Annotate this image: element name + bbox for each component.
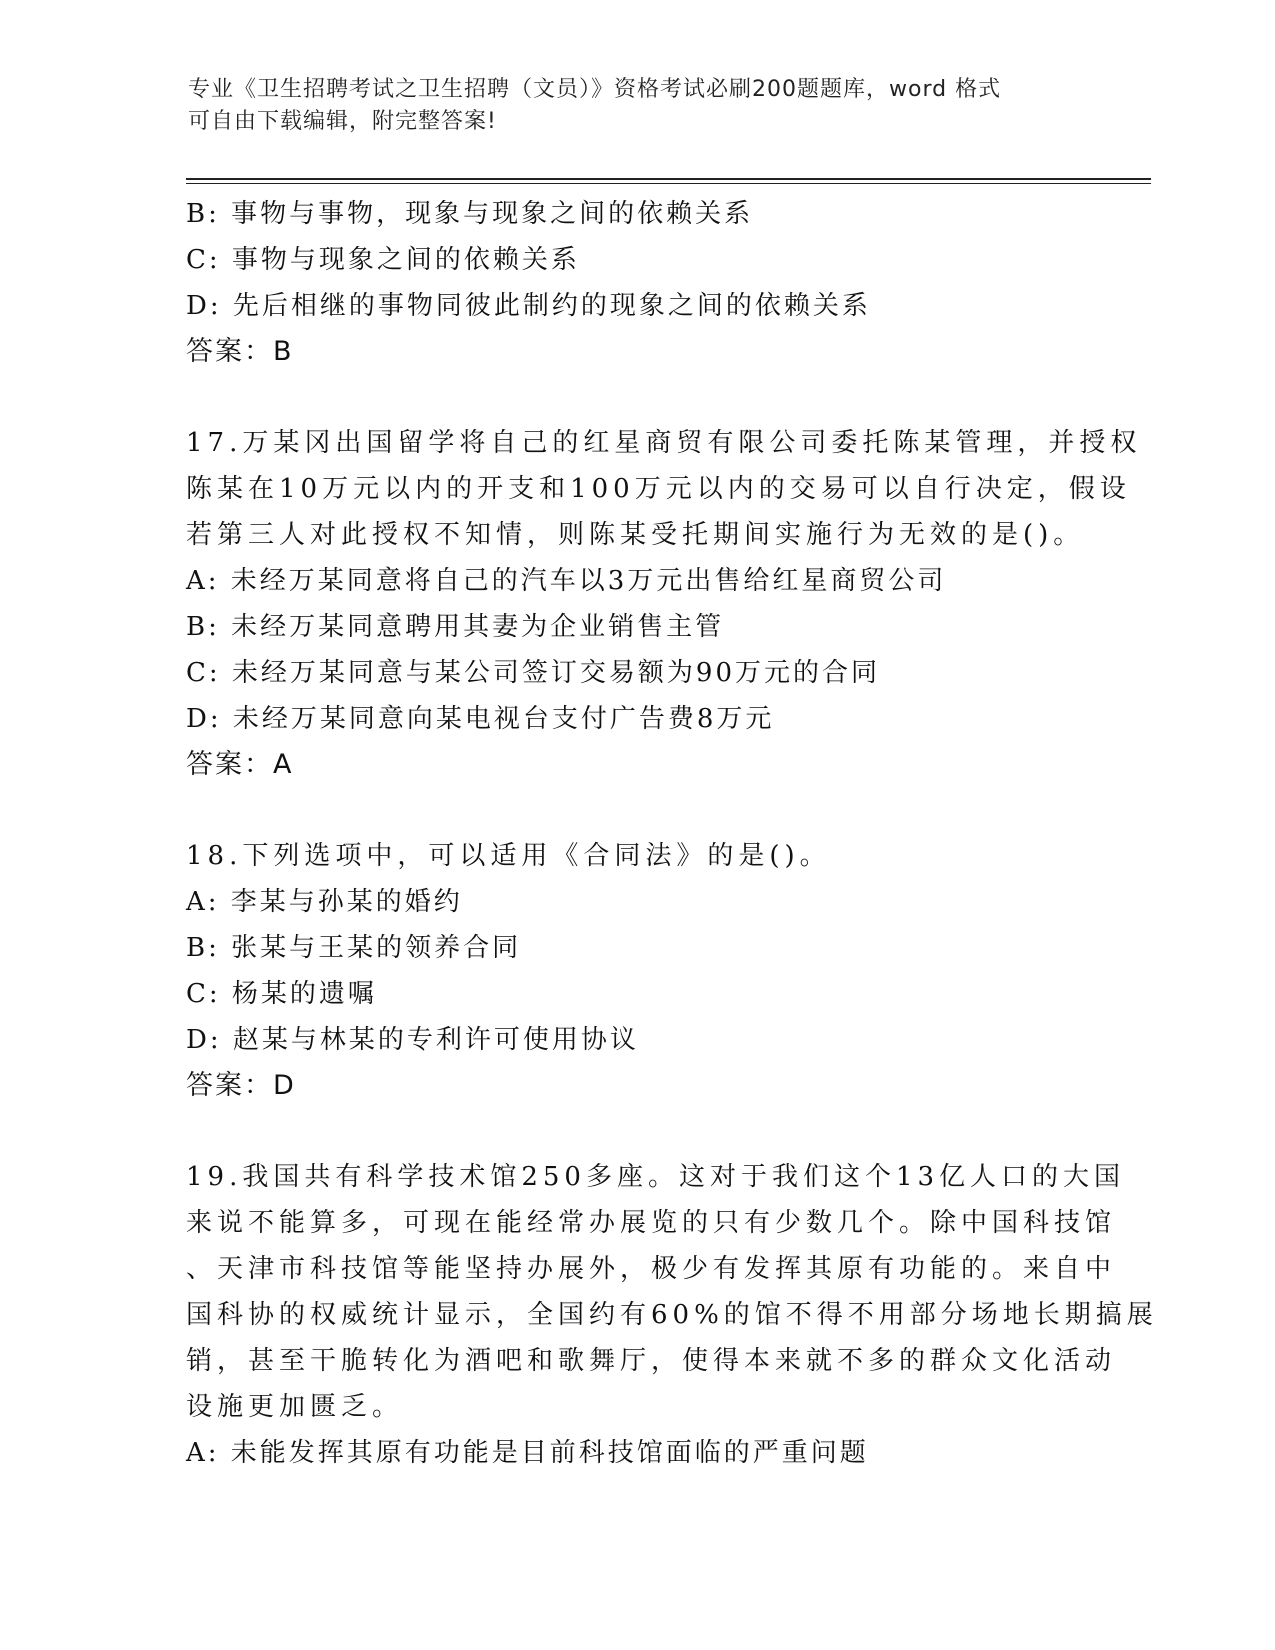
question-block-16 xyxy=(186,191,1086,375)
option-c: C: 事物与现象之间的依赖关系 xyxy=(186,245,580,275)
question-stem-line: 17.万某冈出国留学将自己的红星商贸有限公司委托陈某管理，并授权 xyxy=(186,428,1142,458)
question-stem-line: 陈某在10万元以内的开支和100万元以内的交易可以自行决定，假设 xyxy=(186,474,1131,504)
page-header xyxy=(188,74,1088,138)
question-block-18 xyxy=(186,833,1086,1109)
header-rule-thin xyxy=(186,183,1151,184)
question-stem-line: 销，甚至干脆转化为酒吧和歌舞厅，使得本来就不多的群众文化活动 xyxy=(186,1346,1117,1376)
question-stem-line: 来说不能算多，可现在能经常办展览的只有少数几个。除中国科技馆 xyxy=(186,1208,1117,1238)
block-spacer xyxy=(186,1109,1086,1154)
answer-line: 答案：D xyxy=(186,1070,296,1101)
question-stem-line: 若第三人对此授权不知情，则陈某受托期间实施行为无效的是()。 xyxy=(186,520,1085,550)
option-d: D: 先后相继的事物同彼此制约的现象之间的依赖关系 xyxy=(186,291,871,321)
option-d: D: 赵某与林某的专利许可使用协议 xyxy=(186,1025,639,1055)
option-b: B: 张某与王某的领养合同 xyxy=(186,933,522,963)
option-b: B: 事物与事物，现象与现象之间的依赖关系 xyxy=(186,199,754,229)
answer-line: 答案：B xyxy=(186,336,294,367)
question-stem-line: 设施更加匮乏。 xyxy=(186,1392,404,1422)
question-stem-line: 18.下列选项中，可以适用《合同法》的是()。 xyxy=(186,841,831,871)
header-line-2: 可自由下载编辑，附完整答案! xyxy=(188,109,497,134)
question-stem-line: 国科协的权威统计显示，全国约有60%的馆不得不用部分场地长期搞展 xyxy=(186,1300,1158,1330)
option-a: A: 未经万某同意将自己的汽车以3万元出售给红星商贸公司 xyxy=(186,566,947,596)
answer-line: 答案：A xyxy=(186,749,294,780)
option-b: B: 未经万某同意聘用其妻为企业销售主管 xyxy=(186,612,725,642)
option-a: A: 李某与孙某的婚约 xyxy=(186,887,463,917)
option-a: A: 未能发挥其原有功能是目前科技馆面临的严重问题 xyxy=(186,1438,869,1468)
question-stem-line: 19.我国共有科学技术馆250多座。这对于我们这个13亿人口的大国 xyxy=(186,1162,1126,1192)
block-spacer xyxy=(186,788,1086,833)
header-rule-thick xyxy=(186,178,1151,180)
option-c: C: 杨某的遗嘱 xyxy=(186,979,377,1009)
question-block-19 xyxy=(186,1154,1158,1476)
question-content xyxy=(186,191,1158,1476)
header-line-1: 专业《卫生招聘考试之卫生招聘（文员）》资格考试必刷200题题库，word 格式 xyxy=(188,77,1002,102)
block-spacer xyxy=(186,375,1086,420)
question-block-17 xyxy=(186,420,1142,788)
question-stem-line: 、天津市科技馆等能坚持办展外，极少有发挥其原有功能的。来自中 xyxy=(186,1254,1117,1284)
option-c: C: 未经万某同意与某公司签订交易额为90万元的合同 xyxy=(186,658,881,688)
option-d: D: 未经万某同意向某电视台支付广告费8万元 xyxy=(186,704,775,734)
